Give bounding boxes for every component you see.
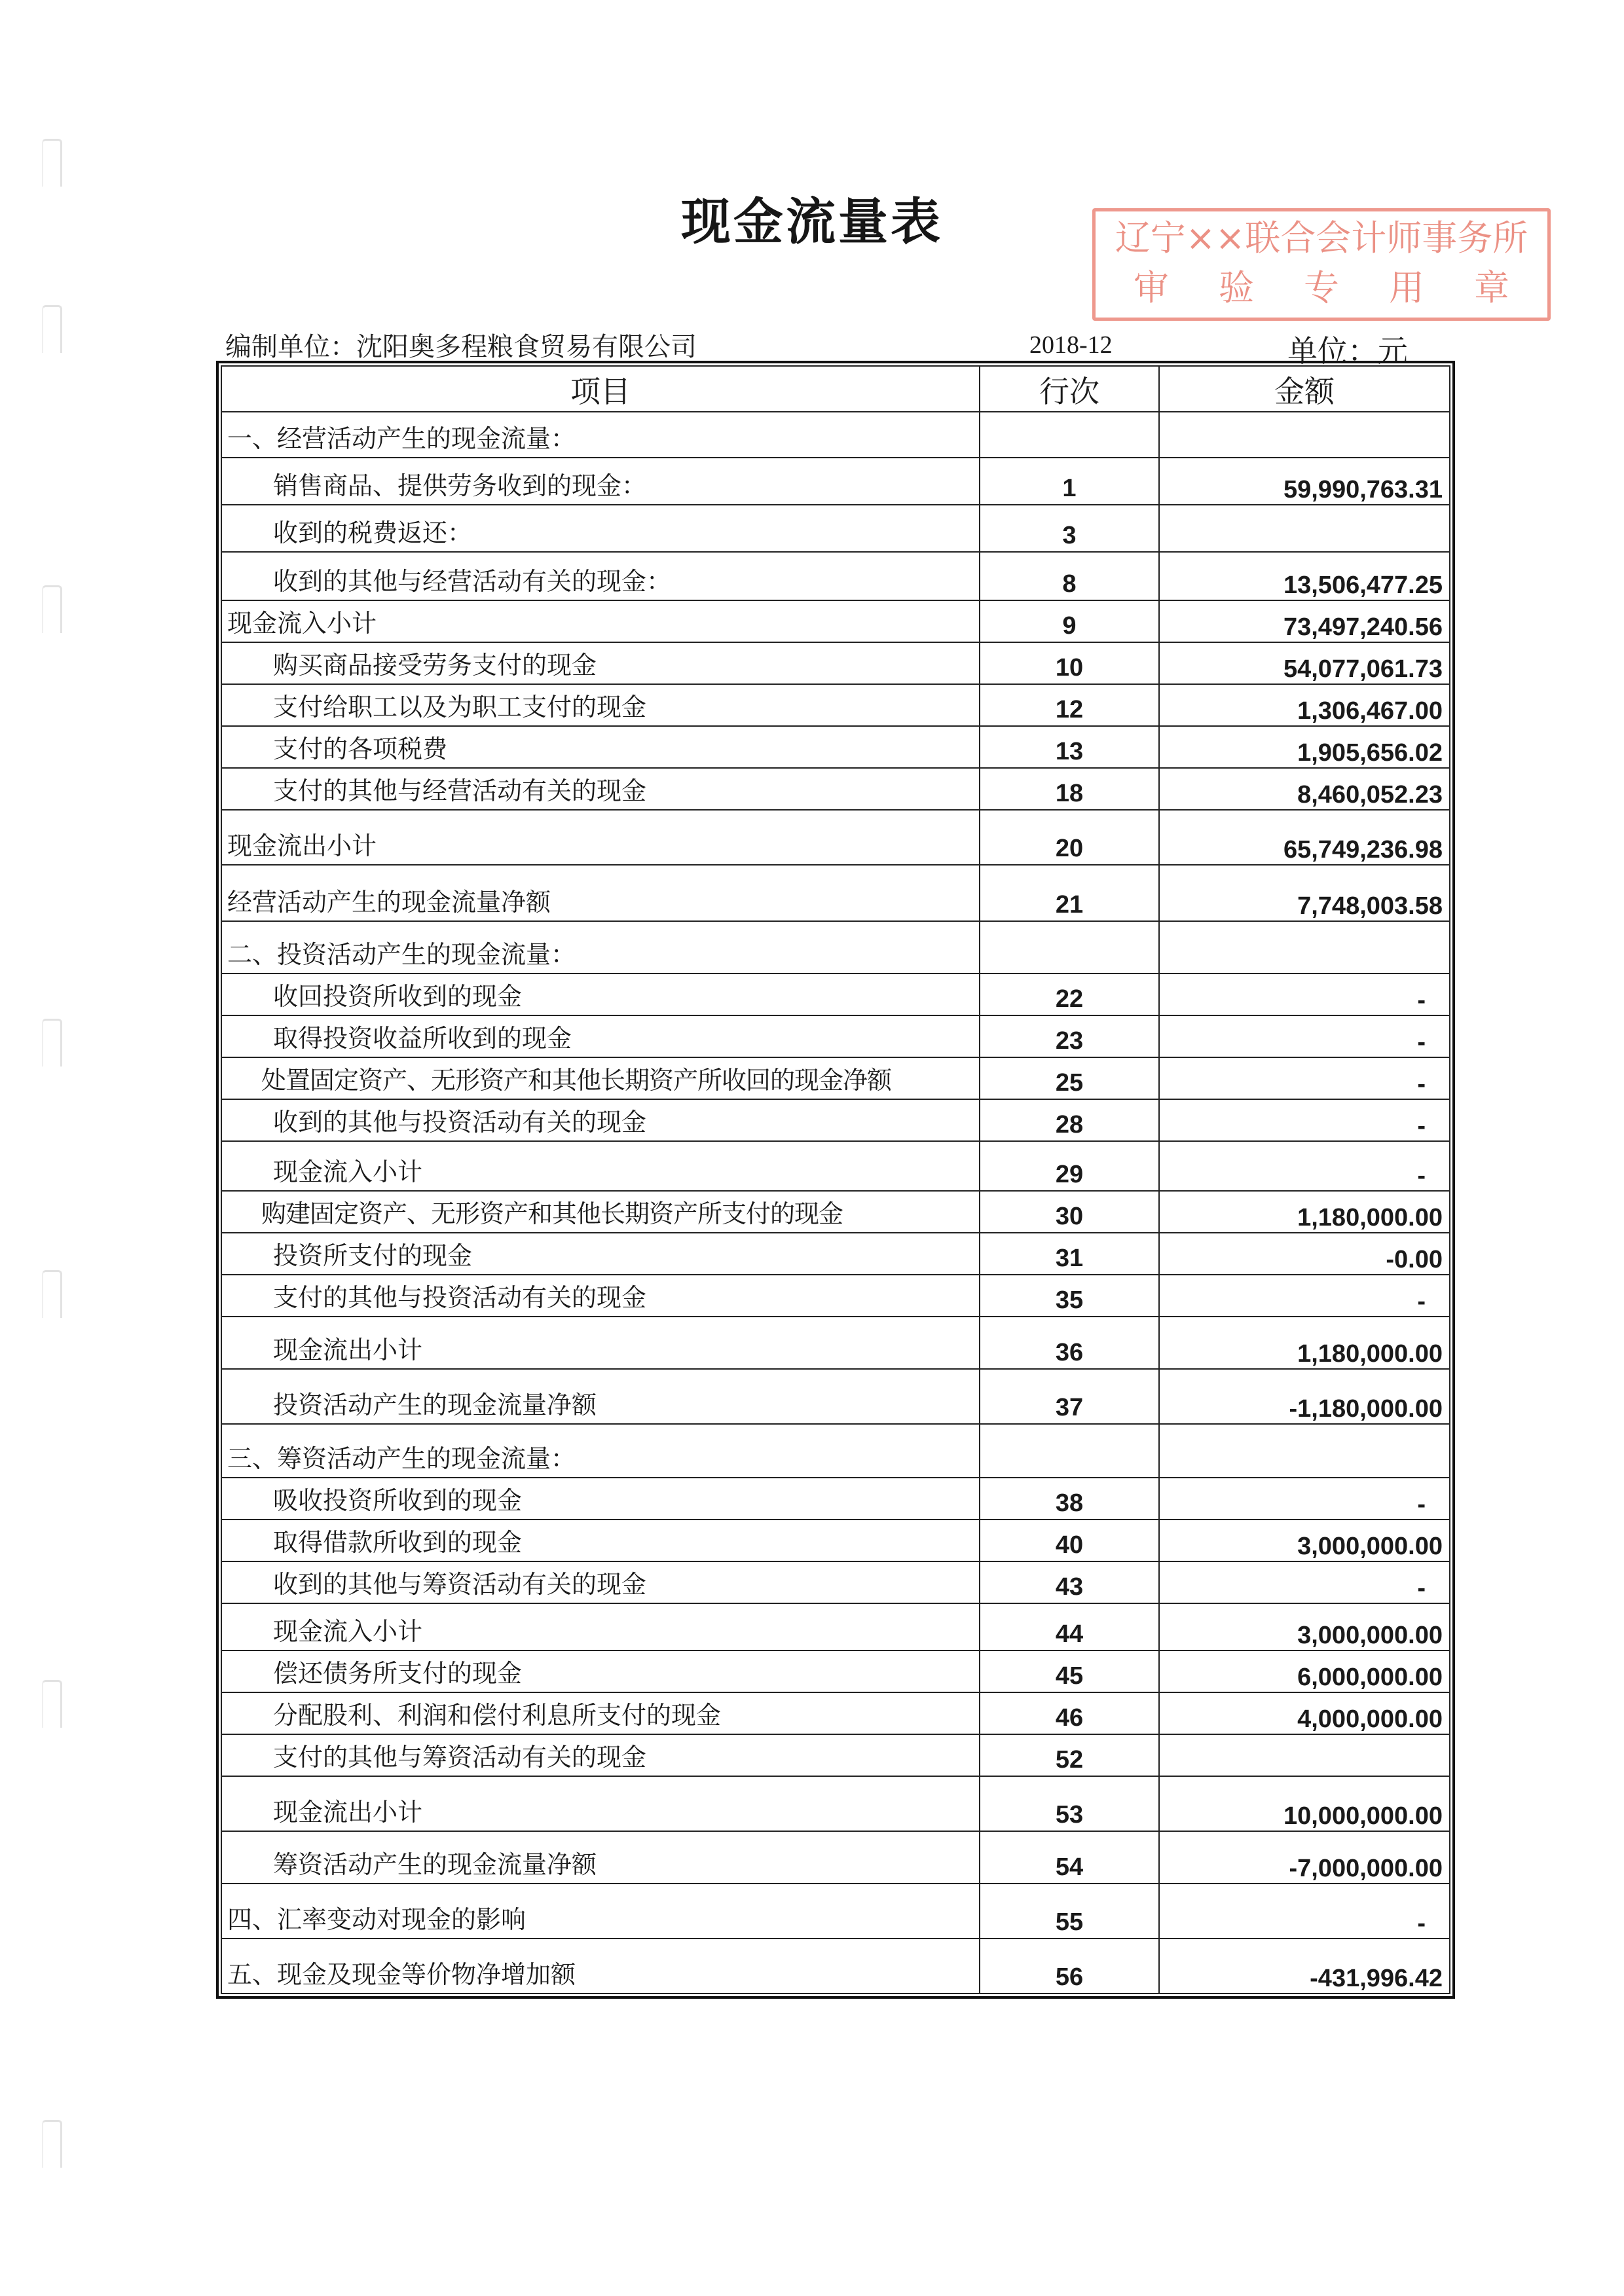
row-line-number: 40 xyxy=(980,1520,1159,1561)
row-item-label: 一、经营活动产生的现金流量： xyxy=(221,412,980,458)
row-item-label: 购建固定资产、无形资产和其他长期资产所支付的现金 xyxy=(221,1191,980,1233)
row-line-number: 46 xyxy=(980,1692,1159,1734)
row-amount: - xyxy=(1159,1057,1450,1099)
row-line-number: 44 xyxy=(980,1603,1159,1650)
punch-hole-mark xyxy=(42,1270,62,1318)
row-amount: 1,306,467.00 xyxy=(1159,684,1450,726)
table-header-row xyxy=(221,366,1450,412)
row-line-number: 53 xyxy=(980,1776,1159,1831)
row-line-number: 43 xyxy=(980,1561,1159,1603)
row-item-label: 支付的其他与经营活动有关的现金 xyxy=(221,768,980,810)
row-amount xyxy=(1159,921,1450,974)
cash-flow-table-frame xyxy=(216,361,1455,1999)
table-row xyxy=(221,1776,1450,1831)
row-line-number: 31 xyxy=(980,1233,1159,1275)
cash-flow-table xyxy=(221,365,1450,1994)
table-row xyxy=(221,642,1450,684)
row-amount: -7,000,000.00 xyxy=(1159,1831,1450,1884)
row-amount: -1,180,000.00 xyxy=(1159,1369,1450,1424)
table-row xyxy=(221,921,1450,974)
row-amount: 73,497,240.56 xyxy=(1159,600,1450,642)
stamp-char: 验 xyxy=(1219,267,1254,308)
row-item-label: 收到的税费返还： xyxy=(221,505,980,552)
row-amount xyxy=(1159,1424,1450,1478)
row-line-number: 20 xyxy=(980,810,1159,865)
punch-hole-mark xyxy=(42,305,62,353)
row-line-number: 45 xyxy=(980,1650,1159,1692)
row-item-label: 投资活动产生的现金流量净额 xyxy=(221,1369,980,1424)
table-row xyxy=(221,1734,1450,1776)
row-line-number: 55 xyxy=(980,1884,1159,1939)
row-item-label: 现金流入小计 xyxy=(221,600,980,642)
row-item-label: 投资所支付的现金 xyxy=(221,1233,980,1275)
row-item-label: 二、投资活动产生的现金流量： xyxy=(221,921,980,974)
row-amount: 59,990,763.31 xyxy=(1159,458,1450,505)
stamp-purpose xyxy=(1109,266,1534,310)
table-row xyxy=(221,1478,1450,1520)
table-row xyxy=(221,1603,1450,1650)
table-row xyxy=(221,684,1450,726)
row-amount xyxy=(1159,505,1450,552)
row-amount: -431,996.42 xyxy=(1159,1939,1450,1994)
row-line-number: 54 xyxy=(980,1831,1159,1884)
row-item-label: 支付的其他与筹资活动有关的现金 xyxy=(221,1734,980,1776)
row-amount: 13,506,477.25 xyxy=(1159,552,1450,600)
row-line-number: 3 xyxy=(980,505,1159,552)
row-amount: 8,460,052.23 xyxy=(1159,768,1450,810)
row-amount: 65,749,236.98 xyxy=(1159,810,1450,865)
row-line-number: 23 xyxy=(980,1015,1159,1057)
row-item-label: 吸收投资所收到的现金 xyxy=(221,1478,980,1520)
table-row xyxy=(221,1099,1450,1141)
table-row xyxy=(221,1561,1450,1603)
row-amount: 1,180,000.00 xyxy=(1159,1191,1450,1233)
row-amount: 3,000,000.00 xyxy=(1159,1520,1450,1561)
table-row xyxy=(221,1650,1450,1692)
row-line-number: 12 xyxy=(980,684,1159,726)
row-item-label: 收到的其他与经营活动有关的现金： xyxy=(221,552,980,600)
row-item-label: 取得借款所收到的现金 xyxy=(221,1520,980,1561)
row-item-label: 现金流入小计 xyxy=(221,1603,980,1650)
row-item-label: 现金流入小计 xyxy=(221,1141,980,1191)
table-row xyxy=(221,600,1450,642)
row-amount: - xyxy=(1159,1478,1450,1520)
document-title: 现金流量表 xyxy=(681,192,943,251)
row-item-label: 支付给职工以及为职工支付的现金 xyxy=(221,684,980,726)
row-amount: 54,077,061.73 xyxy=(1159,642,1450,684)
preparing-organization: 编制单位：沈阳奥多程粮食贸易有限公司 xyxy=(225,332,697,362)
row-item-label: 支付的其他与投资活动有关的现金 xyxy=(221,1275,980,1317)
punch-hole-mark xyxy=(42,585,62,633)
row-line-number: 35 xyxy=(980,1275,1159,1317)
punch-hole-mark xyxy=(42,1680,62,1728)
row-amount: 1,905,656.02 xyxy=(1159,726,1450,768)
row-line-number: 8 xyxy=(980,552,1159,600)
currency-unit: 单位：元 xyxy=(1287,333,1408,369)
row-item-label: 购买商品接受劳务支付的现金 xyxy=(221,642,980,684)
row-amount: 4,000,000.00 xyxy=(1159,1692,1450,1734)
table-row xyxy=(221,726,1450,768)
row-item-label: 收到的其他与筹资活动有关的现金 xyxy=(221,1561,980,1603)
header-item: 项目 xyxy=(221,366,980,412)
row-item-label: 四、汇率变动对现金的影响 xyxy=(221,1884,980,1939)
table-row xyxy=(221,1141,1450,1191)
row-item-label: 现金流出小计 xyxy=(221,810,980,865)
row-item-label: 支付的各项税费 xyxy=(221,726,980,768)
row-line-number: 36 xyxy=(980,1317,1159,1369)
table-row xyxy=(221,505,1450,552)
row-line-number: 13 xyxy=(980,726,1159,768)
table-row xyxy=(221,1369,1450,1424)
table-row xyxy=(221,1939,1450,1994)
row-item-label: 分配股利、利润和偿付利息所支付的现金 xyxy=(221,1692,980,1734)
row-item-label: 三、筹资活动产生的现金流量： xyxy=(221,1424,980,1478)
table-row xyxy=(221,1317,1450,1369)
row-item-label: 现金流出小计 xyxy=(221,1776,980,1831)
table-row xyxy=(221,1520,1450,1561)
row-line-number: 29 xyxy=(980,1141,1159,1191)
row-line-number: 9 xyxy=(980,600,1159,642)
stamp-char: 审 xyxy=(1134,267,1169,308)
table-row xyxy=(221,1057,1450,1099)
table-row xyxy=(221,1015,1450,1057)
table-row xyxy=(221,1233,1450,1275)
row-line-number: 18 xyxy=(980,768,1159,810)
table-row xyxy=(221,458,1450,505)
row-line-number: 30 xyxy=(980,1191,1159,1233)
row-item-label: 取得投资收益所收到的现金 xyxy=(221,1015,980,1057)
row-item-label: 现金流出小计 xyxy=(221,1317,980,1369)
row-amount: - xyxy=(1159,1099,1450,1141)
row-line-number: 28 xyxy=(980,1099,1159,1141)
row-item-label: 经营活动产生的现金流量净额 xyxy=(221,865,980,921)
table-row xyxy=(221,1884,1450,1939)
row-amount: - xyxy=(1159,1884,1450,1939)
row-item-label: 偿还债务所支付的现金 xyxy=(221,1650,980,1692)
table-row xyxy=(221,1275,1450,1317)
row-amount: 3,000,000.00 xyxy=(1159,1603,1450,1650)
row-line-number: 38 xyxy=(980,1478,1159,1520)
row-amount: 10,000,000.00 xyxy=(1159,1776,1450,1831)
report-period: 2018-12 xyxy=(1029,331,1113,359)
table-row xyxy=(221,552,1450,600)
header-line-no: 行次 xyxy=(980,366,1159,412)
row-line-number xyxy=(980,1424,1159,1478)
stamp-char: 用 xyxy=(1389,267,1424,308)
row-amount xyxy=(1159,1734,1450,1776)
table-row xyxy=(221,412,1450,458)
row-item-label: 销售商品、提供劳务收到的现金： xyxy=(221,458,980,505)
row-line-number: 10 xyxy=(980,642,1159,684)
row-amount xyxy=(1159,412,1450,458)
row-line-number xyxy=(980,412,1159,458)
row-amount: 7,748,003.58 xyxy=(1159,865,1450,921)
row-line-number: 1 xyxy=(980,458,1159,505)
row-line-number: 25 xyxy=(980,1057,1159,1099)
row-item-label: 收回投资所收到的现金 xyxy=(221,974,980,1015)
table-row xyxy=(221,1831,1450,1884)
table-row xyxy=(221,865,1450,921)
row-line-number: 22 xyxy=(980,974,1159,1015)
header-amount: 金额 xyxy=(1159,366,1450,412)
row-line-number: 37 xyxy=(980,1369,1159,1424)
punch-hole-mark xyxy=(42,2120,62,2168)
row-item-label: 收到的其他与投资活动有关的现金 xyxy=(221,1099,980,1141)
row-item-label: 筹资活动产生的现金流量净额 xyxy=(221,1831,980,1884)
row-amount: - xyxy=(1159,1275,1450,1317)
table-row xyxy=(221,768,1450,810)
row-amount: - xyxy=(1159,1015,1450,1057)
stamp-char: 专 xyxy=(1304,267,1339,308)
table-row xyxy=(221,810,1450,865)
row-amount: - xyxy=(1159,1561,1450,1603)
row-amount: 1,180,000.00 xyxy=(1159,1317,1450,1369)
table-row xyxy=(221,1191,1450,1233)
row-line-number xyxy=(980,921,1159,974)
row-line-number: 21 xyxy=(980,865,1159,921)
punch-hole-mark xyxy=(42,139,62,187)
stamp-firm-name: 辽宁××联合会计师事务所 xyxy=(1115,217,1528,259)
row-line-number: 52 xyxy=(980,1734,1159,1776)
row-amount: -0.00 xyxy=(1159,1233,1450,1275)
stamp-char: 章 xyxy=(1474,267,1509,308)
auditor-stamp xyxy=(1092,208,1551,321)
table-row xyxy=(221,1424,1450,1478)
row-line-number: 56 xyxy=(980,1939,1159,1994)
punch-hole-mark xyxy=(42,1019,62,1066)
table-row xyxy=(221,974,1450,1015)
row-item-label: 五、现金及现金等价物净增加额 xyxy=(221,1939,980,1994)
row-item-label: 处置固定资产、无形资产和其他长期资产所收回的现金净额 xyxy=(221,1057,980,1099)
row-amount: - xyxy=(1159,1141,1450,1191)
row-amount: - xyxy=(1159,974,1450,1015)
row-amount: 6,000,000.00 xyxy=(1159,1650,1450,1692)
table-row xyxy=(221,1692,1450,1734)
